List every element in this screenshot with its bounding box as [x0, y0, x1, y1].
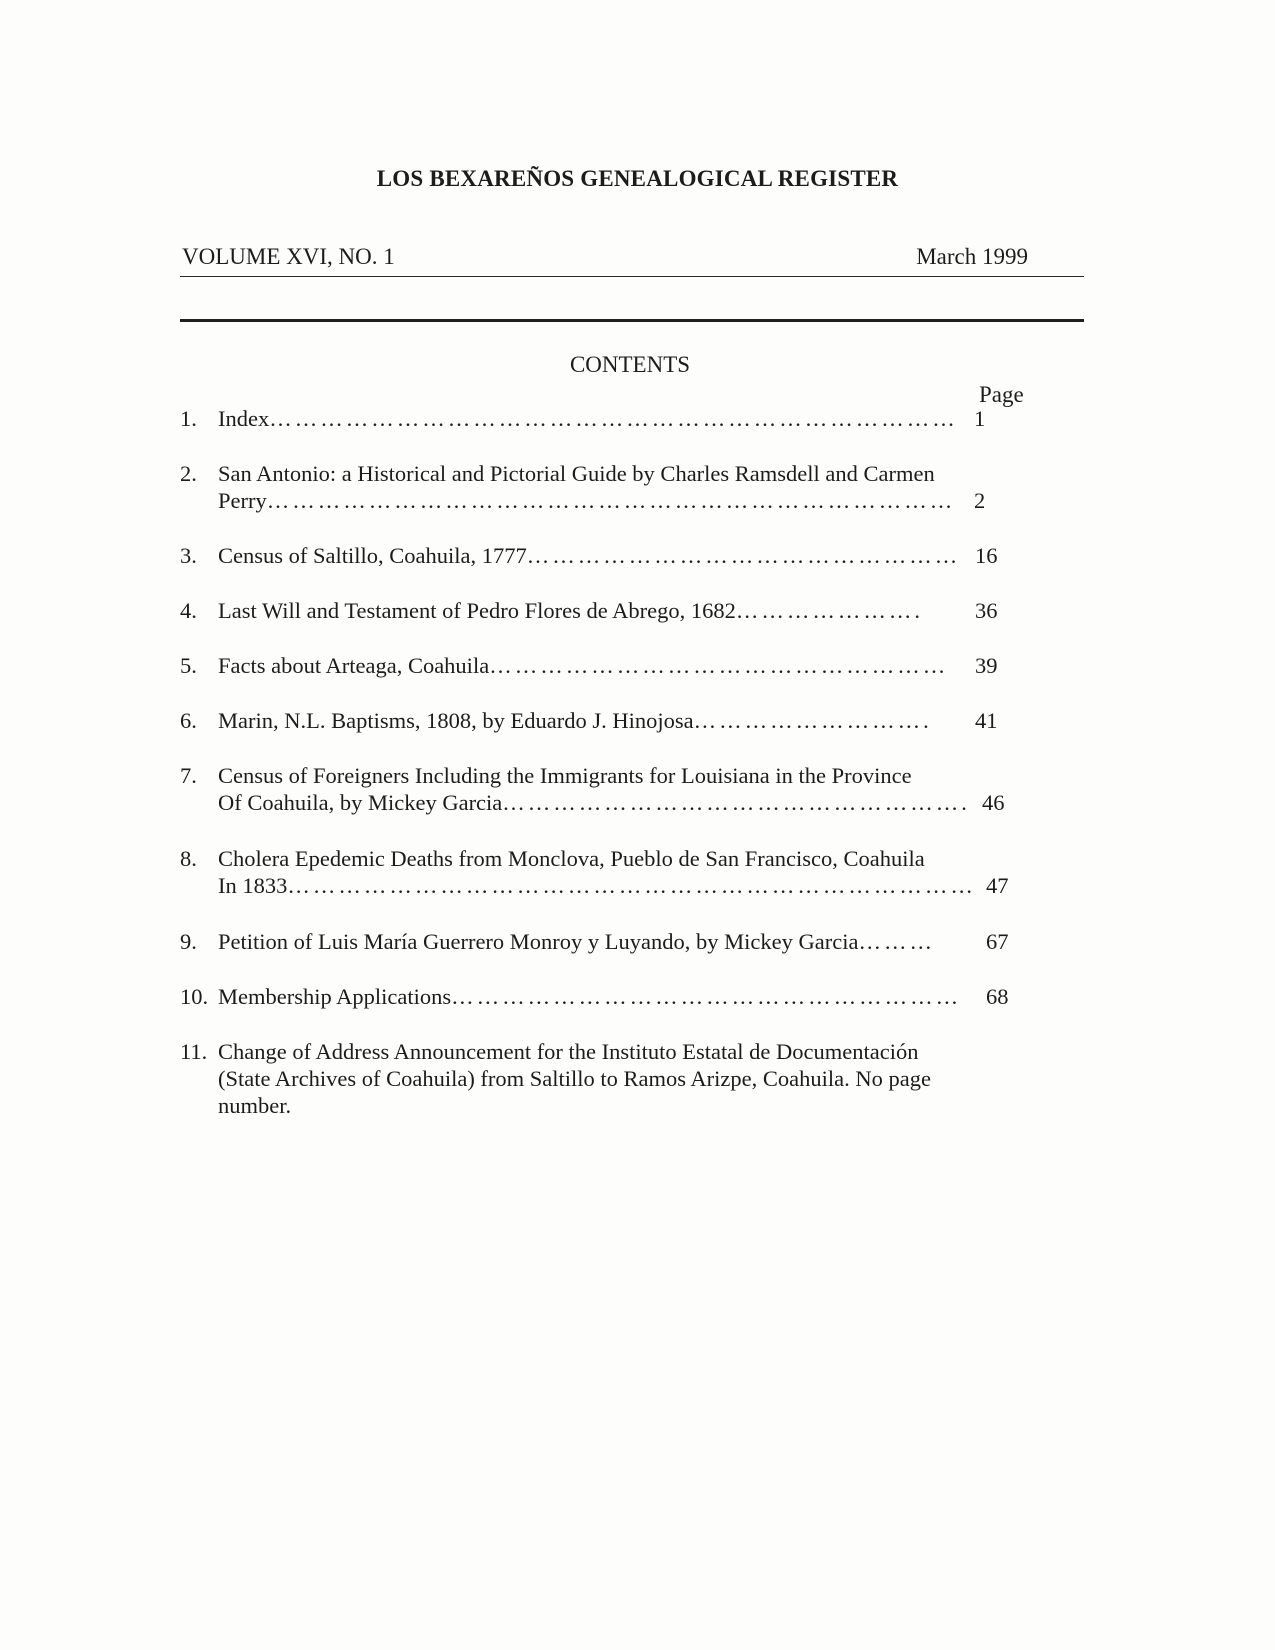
- toc-page-number: 67: [986, 929, 1009, 954]
- page-column-heading: Page: [979, 382, 1024, 407]
- toc-entry-line: [218, 1065, 931, 1093]
- toc-entry-title: number.: [218, 1093, 292, 1118]
- toc-dot-leader: ………………………………………………………………………: [266, 488, 956, 513]
- section-divider: [180, 319, 1084, 322]
- toc-entry-title: Facts about Arteaga, Coahuila: [218, 653, 490, 678]
- toc-page-number: 36: [975, 598, 998, 623]
- register-title: LOS BEXAREÑOS GENEALOGICAL REGISTER: [376, 166, 899, 191]
- toc-entry-line: [218, 487, 955, 515]
- issue-date: March 1999: [916, 244, 1028, 269]
- contents-heading: CONTENTS: [569, 352, 691, 377]
- toc-dot-leader: ……………………………………………….: [502, 790, 970, 815]
- toc-dot-leader: ………: [858, 929, 935, 954]
- toc-entry-number: 6.: [180, 708, 197, 733]
- toc-entry-line: [218, 1038, 918, 1066]
- toc-entry-number: 4.: [180, 598, 197, 623]
- toc-entry-title: San Antonio: a Historical and Pictorial Guide by Charles Ramsdell and Carmen: [218, 461, 935, 486]
- toc-entry-title: Last Will and Testament of Pedro Flores de Abrego, 1682: [218, 598, 736, 623]
- toc-page-number: 16: [975, 543, 998, 568]
- toc-entry-title: Petition of Luis María Guerrero Monroy y Luyando, by Mickey Garcia: [218, 929, 859, 954]
- toc-entry-number: 5.: [180, 653, 197, 678]
- toc-entry-line: [218, 983, 961, 1011]
- toc-entry-title: In 1833: [218, 873, 288, 898]
- toc-entry-number: 3.: [180, 543, 197, 568]
- toc-dot-leader: ……………………….: [693, 708, 932, 733]
- toc-entry-line: [218, 789, 970, 817]
- toc-dot-leader: ………………….: [735, 598, 923, 623]
- toc-dot-leader: ………………………………………………: [489, 653, 949, 678]
- toc-entry-number: 7.: [180, 763, 197, 788]
- toc-entry-line: [218, 542, 960, 570]
- toc-page-number: 47: [986, 873, 1009, 898]
- toc-page-number: 1: [974, 406, 986, 431]
- toc-entry-number: 1.: [180, 406, 197, 431]
- header-rule: [180, 276, 1084, 277]
- toc-entry-title: Index: [218, 406, 270, 431]
- toc-entry-number: 2.: [180, 461, 197, 486]
- toc-entry-line: [218, 597, 923, 625]
- toc-dot-leader: ………………………………………………………………………: [287, 873, 976, 898]
- toc-entry-number: 11.: [180, 1039, 208, 1064]
- toc-entry-number: 8.: [180, 846, 197, 871]
- toc-entry-title: (State Archives of Coahuila) from Saltillo to Ramos Arizpe, Coahuila. No page: [218, 1066, 931, 1091]
- toc-entry-line: [218, 460, 935, 488]
- toc-entry-line: [218, 652, 948, 680]
- toc-entry-title: Census of Foreigners Including the Immigrants for Louisiana in the Province: [218, 763, 912, 788]
- toc-dot-leader: ……………………………………………………: [451, 984, 962, 1009]
- toc-dot-leader: ……………………………………………: [526, 543, 961, 568]
- toc-entry-number: 10.: [180, 984, 209, 1009]
- toc-page-number: 2: [974, 488, 986, 513]
- toc-page-number: 68: [986, 984, 1009, 1009]
- toc-entry-line: [218, 405, 958, 433]
- toc-entry-line: [218, 845, 925, 873]
- toc-entry-line: [218, 707, 932, 735]
- toc-entry-title: Cholera Epedemic Deaths from Monclova, Pueblo de San Francisco, Coahuila: [218, 846, 925, 871]
- toc-entry-title: Of Coahuila, by Mickey Garcia: [218, 790, 503, 815]
- toc-entry-title: Membership Applications: [218, 984, 452, 1009]
- toc-entry-title: Census of Saltillo, Coahuila, 1777: [218, 543, 527, 568]
- toc-entry-line: [218, 928, 935, 956]
- toc-page-number: 46: [982, 790, 1005, 815]
- toc-page-number: 41: [975, 708, 998, 733]
- toc-page-number: 39: [975, 653, 998, 678]
- toc-entry-line: [218, 1092, 291, 1120]
- toc-dot-leader: ………………………………………………………………………: [269, 406, 958, 431]
- volume-number: VOLUME XVI, NO. 1: [182, 244, 395, 269]
- toc-entry-line: [218, 872, 976, 900]
- toc-entry-title: Change of Address Announcement for the Instituto Estatal de Documentación: [218, 1039, 919, 1064]
- toc-entry-title: Perry: [218, 488, 267, 513]
- toc-entry-number: 9.: [180, 929, 197, 954]
- toc-entry-line: [218, 762, 912, 790]
- toc-entry-title: Marin, N.L. Baptisms, 1808, by Eduardo J. Hinojosa: [218, 708, 694, 733]
